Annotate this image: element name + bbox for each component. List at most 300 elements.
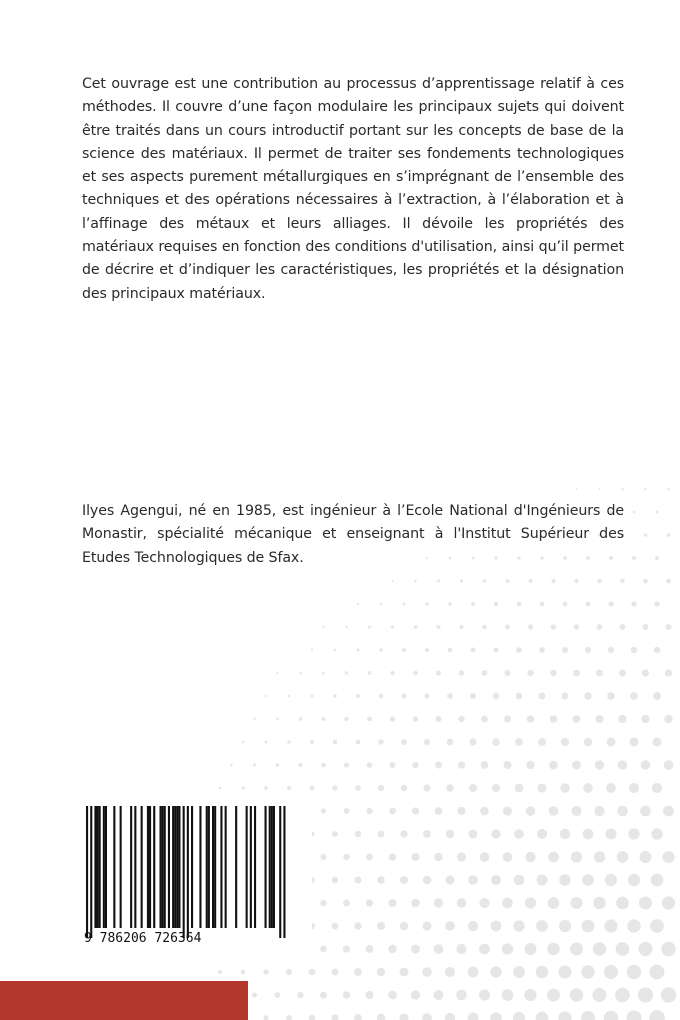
halftone-dot bbox=[547, 989, 560, 1002]
halftone-dot bbox=[388, 991, 397, 1000]
halftone-dot bbox=[365, 991, 373, 999]
halftone-dot bbox=[356, 694, 360, 698]
halftone-dot bbox=[286, 969, 292, 975]
halftone-dot bbox=[618, 760, 627, 769]
halftone-dot bbox=[525, 897, 536, 908]
halftone-dot bbox=[230, 764, 233, 767]
halftone-dot bbox=[515, 784, 524, 793]
halftone-dot bbox=[343, 945, 350, 952]
halftone-dot bbox=[663, 806, 674, 817]
halftone-dot bbox=[652, 783, 662, 793]
halftone-dot bbox=[457, 852, 466, 861]
barcode-bar bbox=[164, 806, 166, 928]
halftone-dot bbox=[628, 874, 640, 886]
halftone-dot bbox=[411, 990, 420, 999]
halftone-dot bbox=[616, 942, 630, 956]
halftone-dot bbox=[241, 970, 246, 975]
halftone-dot bbox=[241, 786, 244, 789]
halftone-dot bbox=[356, 740, 361, 745]
barcode-bar bbox=[99, 806, 101, 928]
halftone-dot bbox=[446, 830, 454, 838]
halftone-dot bbox=[549, 806, 559, 816]
halftone-dot bbox=[423, 784, 430, 791]
halftone-dot bbox=[479, 898, 489, 908]
halftone-dot bbox=[309, 1015, 316, 1020]
barcode-bar bbox=[235, 806, 237, 928]
barcode-bar bbox=[212, 806, 214, 928]
barcode-bar bbox=[97, 806, 99, 928]
halftone-dot bbox=[470, 647, 475, 652]
halftone-dot bbox=[253, 763, 256, 766]
halftone-dot bbox=[424, 693, 429, 698]
halftone-dot bbox=[368, 626, 371, 629]
halftone-dot bbox=[343, 900, 350, 907]
halftone-dot bbox=[434, 990, 444, 1000]
halftone-dot bbox=[655, 556, 659, 560]
halftone-dot bbox=[561, 738, 569, 746]
halftone-dot bbox=[425, 648, 429, 652]
halftone-dot bbox=[573, 670, 580, 677]
halftone-dot bbox=[582, 874, 594, 886]
halftone-dot bbox=[334, 649, 337, 652]
halftone-dot bbox=[526, 806, 535, 815]
halftone-dot bbox=[287, 786, 291, 790]
halftone-dot bbox=[654, 647, 661, 654]
halftone-dot bbox=[460, 579, 463, 582]
halftone-dot bbox=[654, 601, 659, 606]
barcode-bar bbox=[225, 806, 227, 928]
barcode-bar bbox=[162, 806, 164, 928]
halftone-dot bbox=[638, 987, 653, 1002]
halftone-dot bbox=[377, 1014, 386, 1020]
halftone-dot bbox=[355, 831, 361, 837]
halftone-dot bbox=[513, 1012, 525, 1020]
halftone-dot bbox=[617, 851, 629, 863]
halftone-dot bbox=[639, 896, 652, 909]
halftone-dot bbox=[664, 715, 672, 723]
halftone-dot bbox=[457, 898, 467, 908]
halftone-dot bbox=[331, 1014, 338, 1020]
halftone-dot bbox=[630, 738, 639, 747]
halftone-dot bbox=[594, 806, 604, 816]
halftone-dot bbox=[505, 625, 510, 630]
halftone-dot bbox=[414, 580, 417, 583]
halftone-dot bbox=[576, 488, 578, 490]
halftone-dot bbox=[445, 875, 454, 884]
halftone-dot bbox=[583, 829, 594, 840]
halftone-dot bbox=[643, 579, 648, 584]
book-summary: Cet ouvrage est une contribution au processus d’apprentissage relatif à ces méthodes. Il couvre d’une façon modulaire les principaux sujets qui doivent être traités dans un cours introductif portant sur les concepts de base de la science des matériaux. Il permet de traiter ses fondements technologiques et ses aspects purement métallurgiques en s’imprégnant de l’ensemble des techniques et des opérations nécessaires à l’extraction, à l’élaboration et à l’affinage des métaux et leurs alliages. Il dévoile les propriétés des matériaux requises en fonction des conditions d'utilisation, ainsi qu’il permet de décrire et d’indiquer les caractéristiques, les propriétés et la désignation des principaux matériaux. bbox=[82, 76, 624, 302]
halftone-dot bbox=[490, 1012, 502, 1020]
halftone-dot bbox=[286, 1015, 292, 1020]
halftone-dot bbox=[513, 966, 525, 978]
isbn-digits: 9 786206 726364 bbox=[84, 931, 202, 946]
halftone-dot bbox=[526, 761, 534, 769]
halftone-dot bbox=[570, 988, 584, 1002]
barcode-bar bbox=[105, 806, 107, 928]
barcode-bar bbox=[113, 806, 115, 928]
barcode-bar bbox=[103, 806, 105, 928]
halftone-dot bbox=[581, 1011, 595, 1020]
halftone-dot bbox=[493, 693, 499, 699]
halftone-dot bbox=[597, 624, 603, 630]
halftone-dot bbox=[447, 693, 453, 699]
halftone-dot bbox=[320, 946, 327, 953]
halftone-dot bbox=[422, 921, 431, 930]
halftone-dot bbox=[641, 715, 649, 723]
halftone-dot bbox=[585, 647, 591, 653]
halftone-dot bbox=[469, 738, 476, 745]
halftone-dot bbox=[607, 738, 616, 747]
halftone-dot bbox=[333, 694, 337, 698]
halftone-dot bbox=[537, 829, 547, 839]
halftone-dot bbox=[436, 625, 440, 629]
halftone-dot bbox=[490, 966, 501, 977]
halftone-dot bbox=[643, 624, 649, 630]
halftone-dot bbox=[548, 897, 560, 909]
halftone-dot bbox=[558, 1011, 571, 1020]
barcode-bar bbox=[191, 806, 193, 928]
halftone-dot bbox=[468, 1013, 479, 1020]
halftone-dot bbox=[252, 992, 257, 997]
barcode-bar bbox=[214, 806, 216, 928]
halftone-dot bbox=[503, 852, 513, 862]
halftone-dot bbox=[218, 970, 222, 974]
halftone-dot bbox=[448, 648, 453, 653]
halftone-dot bbox=[253, 718, 255, 720]
halftone-dot bbox=[403, 603, 406, 606]
halftone-dot bbox=[391, 625, 394, 628]
halftone-dot bbox=[528, 624, 533, 629]
halftone-dot bbox=[594, 851, 605, 862]
halftone-dot bbox=[661, 987, 677, 1003]
halftone-dot bbox=[527, 670, 533, 676]
halftone-dot bbox=[604, 1011, 619, 1020]
isbn-barcode bbox=[76, 800, 312, 960]
halftone-dot bbox=[354, 968, 362, 976]
halftone-dot bbox=[515, 738, 523, 746]
halftone-dot bbox=[642, 669, 649, 676]
halftone-dot bbox=[378, 785, 384, 791]
halftone-dot bbox=[366, 945, 374, 953]
halftone-dot bbox=[536, 920, 548, 932]
halftone-dot bbox=[502, 898, 513, 909]
halftone-dot bbox=[661, 942, 675, 956]
halftone-dot bbox=[457, 807, 465, 815]
halftone-dot bbox=[548, 852, 559, 863]
halftone-dot bbox=[437, 580, 440, 583]
halftone-dot bbox=[391, 580, 393, 582]
halftone-dot bbox=[536, 874, 547, 885]
halftone-dot bbox=[469, 784, 477, 792]
halftone-dot bbox=[574, 624, 580, 630]
halftone-dot bbox=[332, 785, 337, 790]
halftone-dot bbox=[458, 716, 464, 722]
halftone-dot bbox=[321, 854, 327, 860]
halftone-dot bbox=[413, 671, 418, 676]
halftone-dot bbox=[479, 989, 490, 1000]
halftone-dot bbox=[644, 533, 648, 537]
halftone-dot bbox=[559, 966, 572, 979]
halftone-dot bbox=[310, 740, 314, 744]
halftone-dot bbox=[651, 828, 662, 839]
halftone-dot bbox=[481, 761, 489, 769]
barcode-bar bbox=[147, 806, 149, 928]
halftone-dot bbox=[593, 942, 606, 955]
halftone-dot bbox=[479, 944, 490, 955]
halftone-dot bbox=[560, 783, 569, 792]
halftone-dot bbox=[332, 877, 338, 883]
halftone-dot bbox=[667, 533, 671, 537]
halftone-dot bbox=[322, 626, 324, 628]
halftone-dot bbox=[368, 671, 372, 675]
halftone-dot bbox=[650, 919, 664, 933]
halftone-dot bbox=[514, 875, 525, 886]
halftone-dot bbox=[592, 988, 606, 1002]
halftone-dot bbox=[468, 875, 478, 885]
barcode-bar bbox=[208, 806, 210, 928]
halftone-dot bbox=[413, 716, 419, 722]
barcode-bar bbox=[141, 806, 143, 928]
halftone-dot bbox=[505, 670, 511, 676]
halftone-dot bbox=[470, 693, 476, 699]
halftone-dot bbox=[571, 806, 581, 816]
halftone-dot bbox=[446, 784, 454, 792]
halftone-dot bbox=[456, 990, 467, 1001]
halftone-dot bbox=[626, 1010, 641, 1020]
barcode-bar bbox=[206, 806, 208, 928]
halftone-dot bbox=[434, 944, 444, 954]
halftone-dot bbox=[422, 967, 432, 977]
halftone-dot bbox=[573, 715, 581, 723]
halftone-dot bbox=[491, 875, 501, 885]
halftone-dot bbox=[627, 919, 641, 933]
halftone-dot bbox=[604, 965, 618, 979]
halftone-dot bbox=[332, 831, 338, 837]
halftone-dot bbox=[321, 808, 326, 813]
halftone-dot bbox=[491, 829, 500, 838]
halftone-dot bbox=[650, 965, 665, 980]
halftone-dot bbox=[322, 671, 325, 674]
halftone-dot bbox=[664, 760, 674, 770]
barcode-bar bbox=[86, 806, 88, 938]
barcode-bar bbox=[174, 806, 176, 928]
halftone-dot bbox=[345, 626, 348, 629]
halftone-dot bbox=[401, 739, 407, 745]
halftone-dot bbox=[456, 944, 466, 954]
barcode-bar bbox=[187, 806, 189, 938]
halftone-dot bbox=[595, 715, 603, 723]
halftone-dot bbox=[276, 672, 278, 674]
halftone-dot bbox=[604, 919, 617, 932]
halftone-dot bbox=[459, 625, 463, 629]
barcode-bar bbox=[94, 806, 96, 928]
halftone-dot bbox=[538, 738, 546, 746]
halftone-dot bbox=[582, 920, 595, 933]
halftone-dot bbox=[537, 783, 546, 792]
halftone-dot bbox=[400, 830, 407, 837]
halftone-dot bbox=[494, 602, 498, 606]
halftone-dot bbox=[644, 488, 646, 490]
halftone-dot bbox=[366, 899, 374, 907]
halftone-dot bbox=[665, 669, 672, 676]
halftone-dot bbox=[332, 923, 339, 930]
halftone-dot bbox=[423, 830, 431, 838]
halftone-dot bbox=[595, 760, 604, 769]
halftone-dot bbox=[597, 579, 602, 584]
halftone-dot bbox=[468, 921, 478, 931]
halftone-dot bbox=[621, 488, 623, 490]
halftone-dot bbox=[422, 1013, 432, 1020]
barcode-bar bbox=[283, 806, 285, 938]
halftone-dot bbox=[411, 944, 420, 953]
barcode-bar bbox=[168, 806, 170, 928]
halftone-dot bbox=[380, 603, 383, 606]
halftone-dot bbox=[436, 716, 442, 722]
halftone-dot bbox=[492, 738, 499, 745]
halftone-dot bbox=[629, 783, 639, 793]
halftone-dot bbox=[345, 671, 348, 674]
halftone-dot bbox=[288, 695, 291, 698]
halftone-dot bbox=[539, 693, 546, 700]
halftone-dot bbox=[366, 808, 372, 814]
halftone-dot bbox=[242, 741, 245, 744]
barcode-bar bbox=[279, 806, 281, 938]
halftone-dot bbox=[320, 992, 327, 999]
halftone-dot bbox=[344, 808, 350, 814]
halftone-dot bbox=[389, 808, 396, 815]
halftone-dot bbox=[423, 876, 432, 885]
halftone-dot bbox=[276, 763, 280, 767]
halftone-dot bbox=[377, 922, 385, 930]
halftone-dot bbox=[551, 579, 555, 583]
barcode-bar bbox=[199, 806, 201, 928]
halftone-dot bbox=[390, 716, 395, 721]
halftone-dot bbox=[483, 579, 487, 583]
halftone-dot bbox=[298, 763, 302, 767]
halftone-dot bbox=[524, 989, 536, 1001]
halftone-dot bbox=[402, 648, 406, 652]
barcode-bar bbox=[246, 806, 248, 928]
halftone-dot bbox=[299, 717, 302, 720]
halftone-dot bbox=[640, 851, 652, 863]
halftone-dot bbox=[662, 896, 675, 909]
halftone-dot bbox=[593, 897, 605, 909]
halftone-dot bbox=[343, 991, 351, 999]
halftone-dot bbox=[480, 852, 490, 862]
halftone-dot bbox=[619, 669, 626, 676]
halftone-dot bbox=[574, 579, 578, 583]
halftone-dot bbox=[584, 692, 591, 699]
halftone-dot bbox=[265, 695, 267, 697]
halftone-dot bbox=[424, 739, 430, 745]
halftone-dot bbox=[436, 670, 441, 675]
halftone-dot bbox=[471, 602, 475, 606]
barcode-bar bbox=[178, 806, 180, 928]
halftone-dot bbox=[389, 762, 395, 768]
halftone-dot bbox=[550, 670, 557, 677]
halftone-dot bbox=[480, 807, 489, 816]
halftone-dot bbox=[322, 717, 326, 721]
halftone-dot bbox=[412, 807, 419, 814]
halftone-dot bbox=[411, 899, 420, 908]
halftone-dot bbox=[641, 760, 651, 770]
halftone-dot bbox=[378, 831, 385, 838]
halftone-dot bbox=[583, 783, 593, 793]
halftone-dot bbox=[570, 943, 583, 956]
halftone-dot bbox=[379, 694, 384, 699]
halftone-dot bbox=[550, 715, 558, 723]
halftone-dot bbox=[551, 624, 556, 629]
halftone-dot bbox=[355, 785, 361, 791]
halftone-dot bbox=[596, 670, 603, 677]
halftone-dot bbox=[388, 945, 396, 953]
halftone-dot bbox=[357, 603, 359, 605]
halftone-dot bbox=[401, 785, 408, 792]
halftone-dot bbox=[633, 511, 636, 514]
halftone-dot bbox=[529, 579, 533, 583]
halftone-dot bbox=[445, 1013, 455, 1020]
halftone-dot bbox=[400, 922, 409, 931]
halftone-dot bbox=[628, 828, 639, 839]
halftone-dot bbox=[618, 715, 626, 723]
halftone-dot bbox=[666, 624, 672, 630]
halftone-dot bbox=[311, 649, 313, 651]
halftone-dot bbox=[343, 854, 349, 860]
barcode-bar bbox=[120, 806, 122, 928]
barcode-bar bbox=[273, 806, 275, 928]
halftone-dot bbox=[561, 692, 568, 699]
halftone-dot bbox=[264, 740, 267, 743]
halftone-dot bbox=[459, 670, 464, 675]
halftone-dot bbox=[344, 762, 349, 767]
halftone-dot bbox=[482, 625, 487, 630]
halftone-dot bbox=[411, 853, 419, 861]
halftone-dot bbox=[502, 943, 513, 954]
halftone-dot bbox=[547, 943, 559, 955]
halftone-dot bbox=[620, 624, 626, 630]
halftone-dot bbox=[367, 717, 372, 722]
halftone-dot bbox=[402, 694, 407, 699]
halftone-dot bbox=[517, 602, 521, 606]
barcode-bar bbox=[153, 806, 155, 928]
halftone-dot bbox=[445, 967, 455, 977]
halftone-dot bbox=[493, 647, 498, 652]
halftone-dot bbox=[620, 579, 625, 584]
halftone-dot bbox=[539, 647, 545, 653]
barcode-bar bbox=[250, 806, 252, 928]
halftone-dot bbox=[366, 854, 373, 861]
author-bio: Ilyes Agengui, né en 1985, est ingénieur à l’Ecole National d'Ingénieurs de Monastir, spécialité mécanique et enseignant à l'Institut Supérieur des Etudes Technologiques de Sfax. bbox=[82, 503, 624, 566]
halftone-dot bbox=[491, 921, 502, 932]
halftone-dot bbox=[379, 648, 383, 652]
halftone-dot bbox=[448, 602, 452, 606]
barcode-bar bbox=[254, 806, 256, 928]
halftone-dot bbox=[504, 715, 511, 722]
barcode-bar bbox=[90, 806, 92, 938]
halftone-dot bbox=[559, 920, 571, 932]
halftone-dot bbox=[630, 692, 638, 700]
halftone-dot bbox=[608, 647, 614, 653]
halftone-dot bbox=[651, 874, 664, 887]
barcode-bar bbox=[134, 806, 136, 928]
halftone-dot bbox=[390, 671, 394, 675]
halftone-dot bbox=[570, 897, 582, 909]
halftone-dot bbox=[310, 694, 313, 697]
halftone-dot bbox=[367, 762, 373, 768]
halftone-dot bbox=[572, 761, 581, 770]
halftone-dot bbox=[638, 942, 652, 956]
